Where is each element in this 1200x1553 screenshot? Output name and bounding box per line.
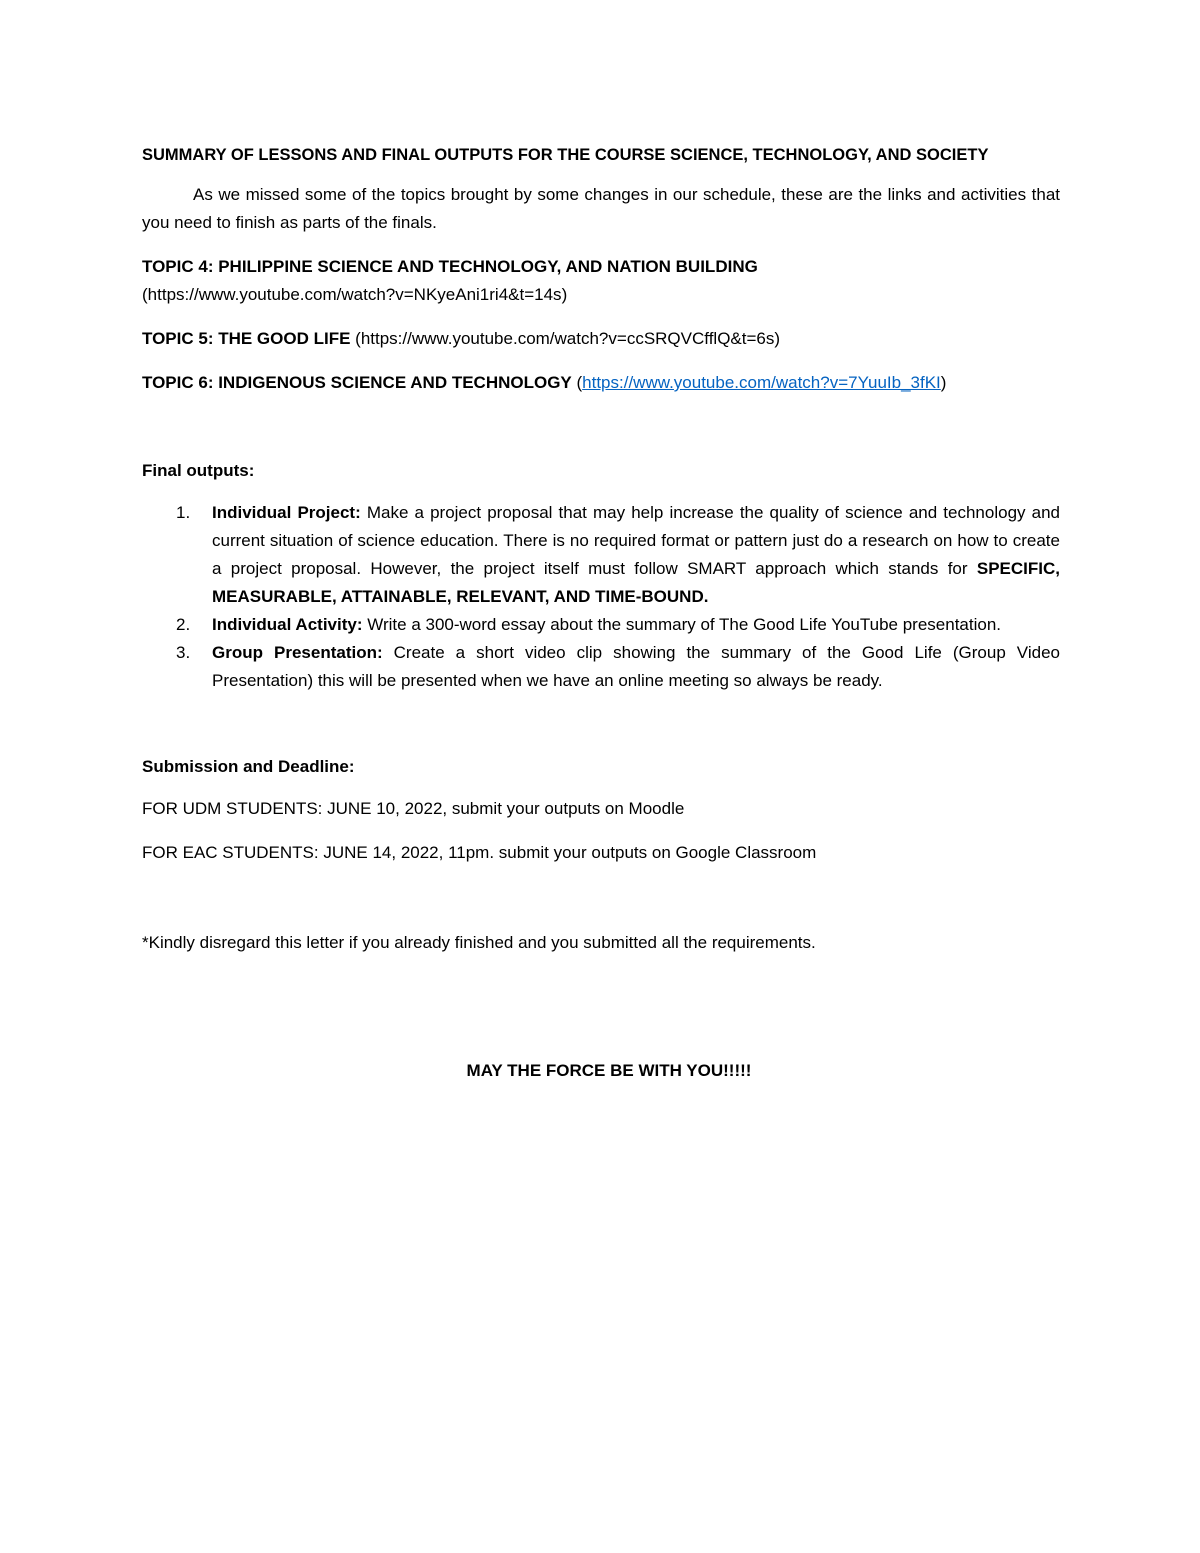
list-item-lead: Group Presentation: bbox=[212, 643, 383, 662]
topic-6-label: TOPIC 6: INDIGENOUS SCIENCE AND TECHNOLOGY bbox=[142, 373, 572, 392]
closing-line: MAY THE FORCE BE WITH YOU!!!!! bbox=[466, 1061, 752, 1080]
topic-4-link[interactable]: https://www.youtube.com/watch?v=NKyeAni1ri4&t=14s bbox=[147, 285, 562, 304]
disregard-note: *Kindly disregard this letter if you already finished and you submitted all the requirements. bbox=[142, 933, 816, 952]
topic-4-open-paren: ( bbox=[142, 285, 148, 304]
topic-5-link[interactable]: https://www.youtube.com/watch?v=ccSRQVCfflQ&t=6s bbox=[360, 329, 775, 348]
list-item-number: 3. bbox=[176, 643, 191, 662]
topic-6 bbox=[142, 369, 1060, 397]
topic-6-close-paren: ) bbox=[940, 373, 947, 392]
eac-deadline: FOR EAC STUDENTS: JUNE 14, 2022, 11pm. submit your outputs on Google Classroom bbox=[142, 843, 817, 862]
list-item-text: Create a short video clip showing the summary of the Good Life (Group Video Presentation) this will be presented when we have an online meeting so always be ready. bbox=[212, 643, 1060, 690]
topic-4 bbox=[142, 253, 1060, 309]
udm-deadline: FOR UDM STUDENTS: JUNE 10, 2022, submit your outputs on Moodle bbox=[142, 799, 685, 818]
list-item-text: Make a project proposal that may help increase the quality of science and technology and current situation of science education. There is no required format or pattern just do a research on how to create a project proposal. However, the project itself must follow SMART approach which stands for bbox=[212, 503, 1060, 578]
topic-5-close-paren: ) bbox=[774, 329, 781, 348]
list-item bbox=[142, 639, 1060, 695]
intro-paragraph: As we missed some of the topics brought by some changes in our schedule, these are the links and activities that you need to finish as parts of the finals. bbox=[142, 185, 1060, 232]
topic-6-link[interactable]: https://www.youtube.com/watch?v=7YuuIb_3fKI bbox=[582, 373, 941, 392]
document-title: SUMMARY OF LESSONS AND FINAL OUTPUTS FOR THE COURSE SCIENCE, TECHNOLOGY, AND SOCIETY bbox=[142, 146, 989, 164]
topic-5-open-paren: ( bbox=[350, 329, 361, 348]
topic-5 bbox=[142, 325, 1060, 353]
list-item-text: Write a 300-word essay about the summary of The Good Life YouTube presentation. bbox=[362, 615, 1002, 634]
topic-4-close-paren: ) bbox=[561, 285, 568, 304]
list-item bbox=[142, 499, 1060, 611]
topic-4-label: TOPIC 4: PHILIPPINE SCIENCE AND TECHNOLOGY, AND NATION BUILDING bbox=[142, 257, 758, 276]
submission-heading: Submission and Deadline: bbox=[142, 757, 355, 776]
list-item-lead: Individual Project: bbox=[212, 503, 361, 522]
list-item bbox=[142, 611, 1060, 639]
list-item-number: 1. bbox=[176, 503, 191, 522]
topic-6-open-paren: ( bbox=[571, 373, 583, 392]
list-item-lead: Individual Activity: bbox=[212, 615, 363, 634]
final-outputs-list bbox=[142, 499, 1060, 695]
list-item-number: 2. bbox=[176, 615, 191, 634]
document-body bbox=[142, 145, 1060, 1085]
topic-5-label: TOPIC 5: THE GOOD LIFE bbox=[142, 329, 351, 348]
final-outputs-heading: Final outputs: bbox=[142, 461, 255, 480]
list-item-emphasis: SPECIFIC, MEASURABLE, ATTAINABLE, RELEVANT, AND TIME-BOUND. bbox=[212, 559, 1060, 606]
